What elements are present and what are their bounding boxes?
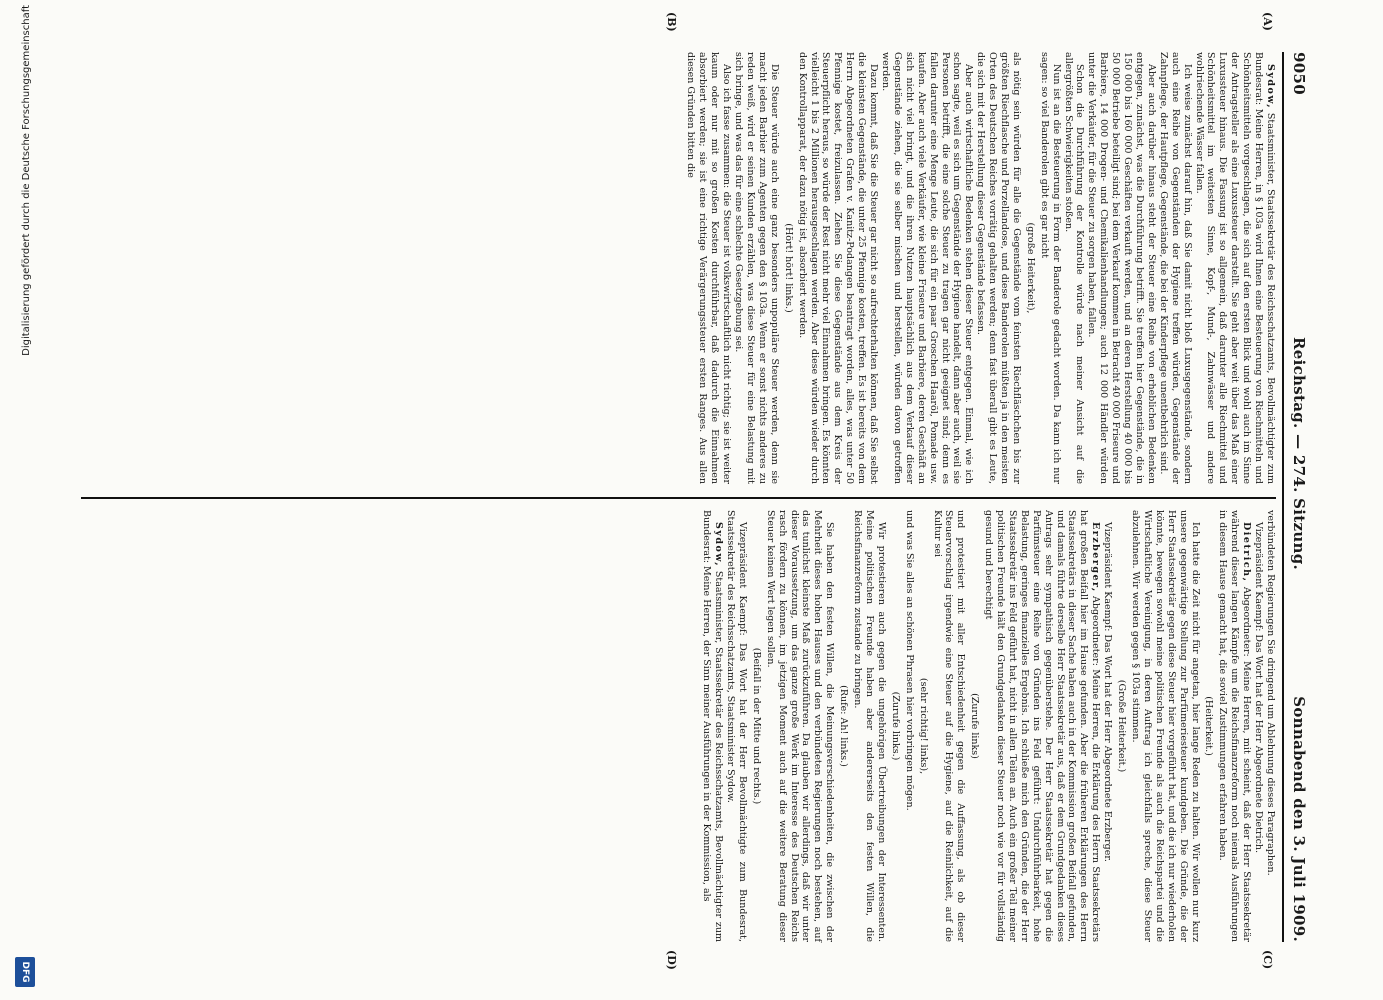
body-paragraph: Sie haben den festen Willen, die Meinungsverschiedenheiten, die zwischen der Mehrheit dieses hohen Hauses und den verbündeten Regierungen noch bestehen, auf das tunlichst kleinste Maß zurückzuführen. Da glauben wir allerdings, daß wir unter dieser Voraussetzung, um das ganze große Werk im Interesse des Deutschen Reichs rasch fördern zu können, im jetzigen Moment auch auf die weitere Beratung dieser Steuer keinen Wert legen sollen. [764,510,836,942]
body-paragraph: Ich hatte die Zeit nicht für angetan, hier lange Reden zu halten. Wir wollen nur kurz unsere gegenwärtige Stellung zur Parfümeriesteuer kundgeben. Die Gründe, die der Herr Staatssekretär gegen diese Steuer hier vorgeführt hat, und die ich nur wiederholen könnte, bewegen sowohl meine politischen Freunde als auch die Reichspartei und die Wirtschaftliche Vereinigung, in deren Auftrag ich gleichfalls spreche, diese Steuer abzulehnen. Wir werden gegen § 103a stimmen. [1130,510,1201,942]
body-paragraph: und protestiert mit aller Entschiedenheit gegen die Auffassung, als ob dieser Steuervorschlag irgendwie eine Steuer auf die Hygiene, auf die Reinlichkeit, auf die Kultur sei [931,510,967,942]
speech-paragraph [1193,52,1276,484]
right-column [700,510,1276,942]
running-title: Reichstag. — 274. Sitzung. [1290,337,1308,571]
speaker-name: Erzberger, [1090,522,1102,593]
page-number: 9050 [1290,52,1308,95]
left-column [685,52,1276,484]
dfg-logo: DFG [15,957,35,987]
margin-marker-a: (A) [1261,12,1274,31]
body-paragraph: Aber auch wirtschaftliche Bedenken stehen dieser Steuer entgegen. Einmal, wie ich schon sagte, weil es sich um Gegenstände der Hygiene handelt, dann aber auch, weil sie Personen betrifft, die eine solche Steuer zu tragen gar nicht geeignet sind; denn es fallen darunter eine Menge Leute, die sich für ein paar Groschen Haaröl, Pomade usw. kaufen. Aber auch viele Verkäufer, wie kleine Friseure und Barbiere, deren Geschäft an sich nicht viel bringt, und die ihren Nutzen hauptsächlich aus dem Verkauf dieser Gegenstände ziehen, die sie selber mischen und herstellen, würden davon getroffen werden. [880,52,975,484]
page-header [1286,52,1308,942]
body-paragraph: Die Steuer würde auch eine ganz besonders unpopuläre Steuer werden, denn sie macht jeden Barbier zum Agenten gegen den § 103a. Wenn er sonst nichts anderes zu reden weiß, wird er seinen Kunden erzählen, was diese Steuer für eine Belastung mit sich bringe, und was das für eine schlechte Gesetzgebung sei. [733,52,780,484]
stage-direction: (Heiterkeit.) [1203,696,1215,756]
speech-text: Abgeordneter: Meine Herren, mit scheint, daß der Herr Staatssekretär während dieser langen Kämpfe um die Reichsfinanzreform noch niemals Ausführungen in diesem Hause gemacht hat, die soviel Zustimmungen erfahren haben. [1217,510,1253,942]
stage-direction: (große Heiterkeit), [1024,222,1036,314]
stage-direction: (Große Heiterkeit.) [1116,679,1128,773]
speech-text: Staatsminister, Staatssekretär des Reichsschatzamts, Bevollmächtigter zum Bundesrat: Meine Herren, in § 103a wird Ihnen eine Besteuerung von Riechmitteln und Schönheitsmitteln vorgeschlagen, die sich auf den ersten Blick und wohl auch im Sinne der Antragsteller als eine Luxussteuer darstellt. Sie geht aber weit über das Maß einer Luxussteuer hinaus. Die Fassung ist so allgemein, daß darunter alle Riechmittel und Schönheitsmittel im weitesten Sinne, Kopf-, Mund-, Zahnwässer und andere wohlriechende Wässer fallen. [1193,52,1276,484]
page-frame [78,12,1308,970]
speech-paragraph [982,510,1101,942]
speech-text: Abgeordneter: Meine Herren, die Erklärung des Herrn Staatssekretärs hat großen Beifall hier im Hause gefunden. Aber die früheren Erklärungen des Herrn Staatssekretärs in dieser Sache haben auch in der Kommission großen Beifall gefunden, und damals führte derselbe Herr Staatssekretär aus, daß er dem Grundgedanken dieses Antrags sehr sympathisch gegenüberstehe. Der Herr Staatssekretär hat gegen die Parfümsteuer eine Reihe von Gründen ins Feld geführt: Undurchführbarkeit, hohe Belastung, geringes finanzielles Ergebnis. Ich schließe mich den Gründen, die der Herr Staatssekretär ins Feld geführt hat, nicht in allen Teilen an. Auch ein großer Teil meiner politischen Freunde hält den Grundgedanken dieser Steuer noch wie vor für vollständig gesund und berechtigt [983,510,1102,942]
column-divider [81,497,1276,499]
body-paragraph: Dazu kommt, daß Sie die Steuer gar nicht so aufrechterhalten können, daß Sie selbst die kleinsten Gegenstände, die unter 25 Pfennige kosten, treffen. Es ist bereits von dem Herrn Abgeordneten Grafen v. Kanitz-Podangen beantragt worden, alles, was unter 50 Pfennige kostet, freizulassen. Ziehen Sie diese Gegenstände aus dem Kreis der Steuerpflicht heraus, so würde der Rest nicht mehr viel Einnahmen bringen. Es könnten vielleicht 1 bis 2 Millionen herausgeschlagen werden. Aber diese würden wieder durch den Kontrollapparat, der dazu nötig ist, absorbiert werden. [796,52,880,484]
body-paragraph: Wir protestieren auch gegen die ungehörigen Übertreibungen der Interessenten. Meine politischen Freunde haben aber andererseits den festen Willen, die Reichsfinanzreform zustande zu bringen. [852,510,887,942]
speaker-name: Sydow, [713,522,725,568]
speaker-name: Sydow, [1265,64,1276,110]
body-paragraph: Vizepräsident Kaempf: Das Wort hat der Herr Bevollmächtigte zum Bundesrat, Staatssekretär des Reichsschatzamts, Staatsminister Sydow. [725,510,748,942]
body-paragraph: verbündeten Regierungen Sie dringend um Ablehnung dieses Paragraphen. [1265,510,1276,876]
stage-direction: (Zurufe links.) [889,691,901,761]
body-paragraph: Nun ist an die Besteuerung in Form der Banderole gedacht worden. Da kann ich nur sagen: so viel Banderolen gibt es gar nicht [1038,52,1062,484]
speech-paragraph [700,510,724,942]
body-paragraph: und was Sie alles an schönen Phrasen hier vorbringen mögen. [903,510,915,811]
stage-direction: (Rufe: Ah! links.) [838,685,850,767]
session-date: Sonnabend den 3. Juli 1909. [1290,696,1308,942]
margin-marker-b: (B) [665,12,678,32]
stage-direction: (sehr richtig! links), [917,677,929,775]
header-rule [1282,52,1284,942]
body-paragraph: Vizepräsident Kaempf: Das Wort hat der Herr Abgeordnete Dietrich. [1253,522,1265,854]
body-paragraph: Aber auch darüber hinaus steht der Steuer eine Reihe von erheblichen Bedenken entgegen, zunächst, was die Durchführung betrifft. Sie treffen hier Gegenstände, die in 150 000 bis 160 000 Geschäften verkauft werden, und an deren Herstellung 40 000 bis 50 000 Betriebe beteiligt sind; bei dem Verkauf kommen in Betracht 40 000 Friseure und Barbiere, 14 000 Drogen- und Chemikalienhandlungen; auch 12 000 Händler würden unter die Verkäufer, für die Steuer zu sorgen haben, fallen. [1086,52,1157,484]
stage-direction: (Hört! hört! links.) [782,223,794,313]
body-paragraph: Schon die Durchführung der Kontrolle würde nach meiner Ansicht auf die allergrößten Schwierigkeiten stoßen. [1062,52,1086,484]
margin-marker-d: (D) [665,950,678,970]
body-paragraph: als nötig sein würden für alle die Gegenstände vom feinsten Riechfläschchen bis zur größten Riechflasche und Porzellandose, und diese Banderolen müßten ja in den meisten Orten des Deutschen Reiches vorrätig gehalten werden; denn fast überall gibt es Leute, die sich mit der Herstellung dieser Gegenstände befassen. [975,52,1022,484]
margin-marker-c: (C) [1261,950,1274,970]
stage-direction: (Zurufe links) [969,693,981,759]
body-paragraph: Ich weise zunächst darauf hin, daß Sie damit nicht bloß Luxusgegenstände, sondern auch eine Reihe von Gegenständen der Hygiene treffen würden, Gegenstände der Zahnpflege, der Hautpflege, Gegenstände, die bei der Kinderpflege unentbehrlich sind. [1157,52,1193,484]
speech-paragraph [1216,510,1252,942]
body-paragraph: Also ich fasse zusammen: die Steuer ist volkswirtschaftlich nicht richtig; sie ist weiter kaum oder nur mit so großen Kosten durchführbar, daß dadurch die Einnahmen absorbiert werden; sie ist eine richtige Verärgerungssteuer ersten Ranges. Aus allen diesen Gründen bitten die [685,52,733,484]
speaker-name: Dietrich, [1241,522,1253,583]
body-paragraph: Vizepräsident Kaempf: Das Wort hat der Herr Abgeordnete Erzberger. [1102,522,1114,862]
stage-direction: (Beifall in der Mitte und rechts.) [750,647,762,805]
digitization-footer [8,5,38,995]
speech-text: Staatsminister, Staatssekretär des Reichsschatzamts, Bevollmächtigter zum Bundesrat: Meine Herren, der Sinn meiner Ausführungen in der Kommission, als [701,510,725,942]
digitization-credit: Digitalisierung gefördert durch die Deutsche Forschungsgemeinschaft [21,5,32,356]
